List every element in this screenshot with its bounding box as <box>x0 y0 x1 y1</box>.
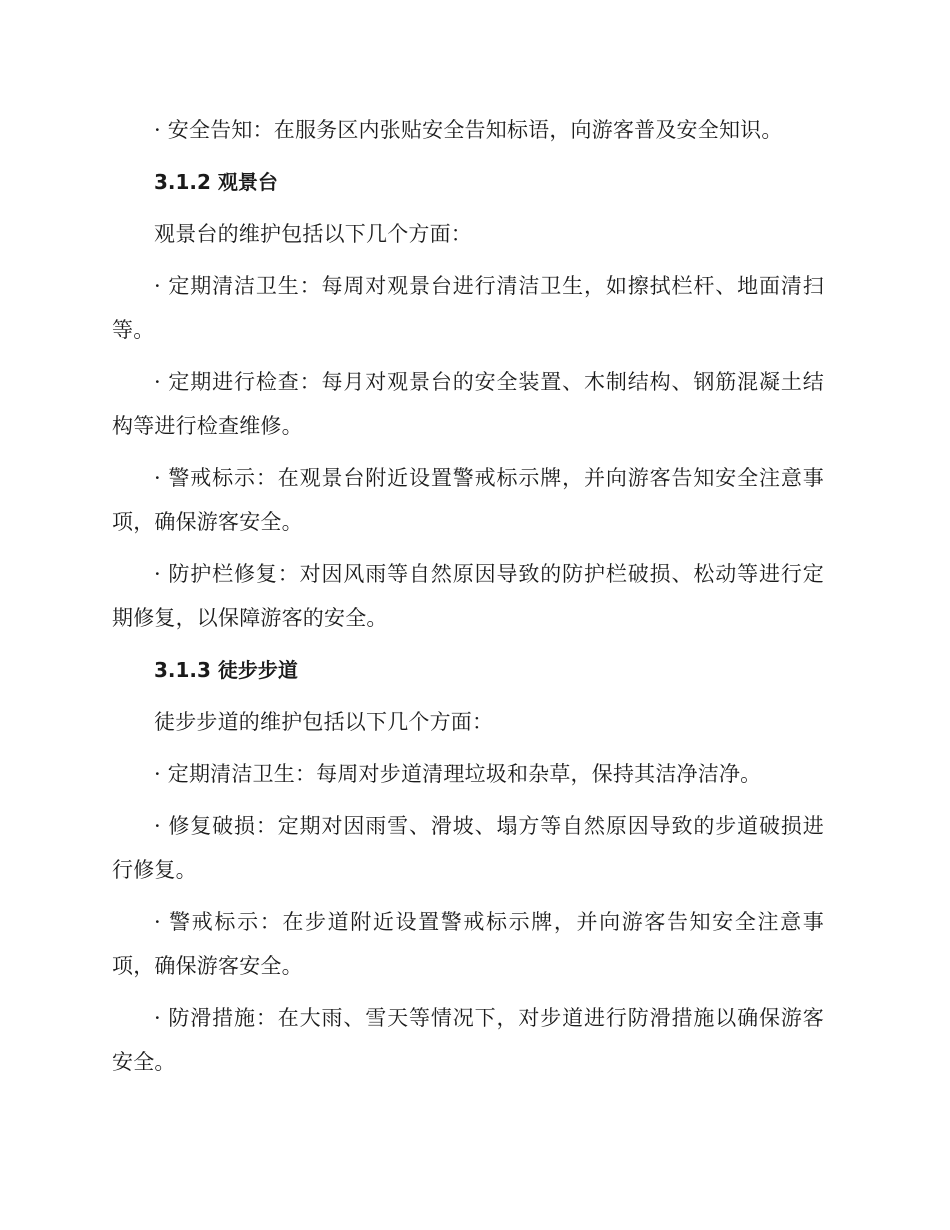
paragraph-trail-intro: 徒步步道的维护包括以下几个方面： <box>154 710 494 734</box>
paragraph-trail-repair: · 修复破损：定期对因雨雪、滑坡、塌方等自然原因导致的步道破损进行修复。 <box>112 814 824 882</box>
paragraph-observation-railing-repair: · 防护栏修复：对因风雨等自然原因导致的防护栏破损、松动等进行定期修复，以保障游客的安全。 <box>112 562 824 630</box>
section-heading-hiking-trail: 3.1.3 徒步步道 <box>154 658 298 682</box>
paragraph-trail-anti-slip: · 防滑措施：在大雨、雪天等情况下，对步道进行防滑措施以确保游客安全。 <box>112 1006 824 1074</box>
paragraph-trail-warning-signs: · 警戒标示：在步道附近设置警戒标示牌，并向游客告知安全注意事项，确保游客安全。 <box>112 910 824 978</box>
document-body <box>112 108 824 1092</box>
paragraph-trail-cleaning: · 定期清洁卫生：每周对步道清理垃圾和杂草，保持其洁净洁净。 <box>154 762 762 786</box>
paragraph-safety-notice: · 安全告知：在服务区内张贴安全告知标语，向游客普及安全知识。 <box>154 118 783 142</box>
paragraph-observation-inspection: · 定期进行检查：每月对观景台的安全装置、木制结构、钢筋混凝土结构等进行检查维修。 <box>112 370 824 438</box>
section-heading-observation-deck: 3.1.2 观景台 <box>154 170 278 194</box>
paragraph-observation-cleaning: · 定期清洁卫生：每周对观景台进行清洁卫生，如擦拭栏杆、地面清扫等。 <box>112 274 824 342</box>
paragraph-observation-intro: 观景台的维护包括以下几个方面： <box>154 222 472 246</box>
paragraph-observation-warning-signs: · 警戒标示：在观景台附近设置警戒标示牌，并向游客告知安全注意事项，确保游客安全。 <box>112 466 824 534</box>
